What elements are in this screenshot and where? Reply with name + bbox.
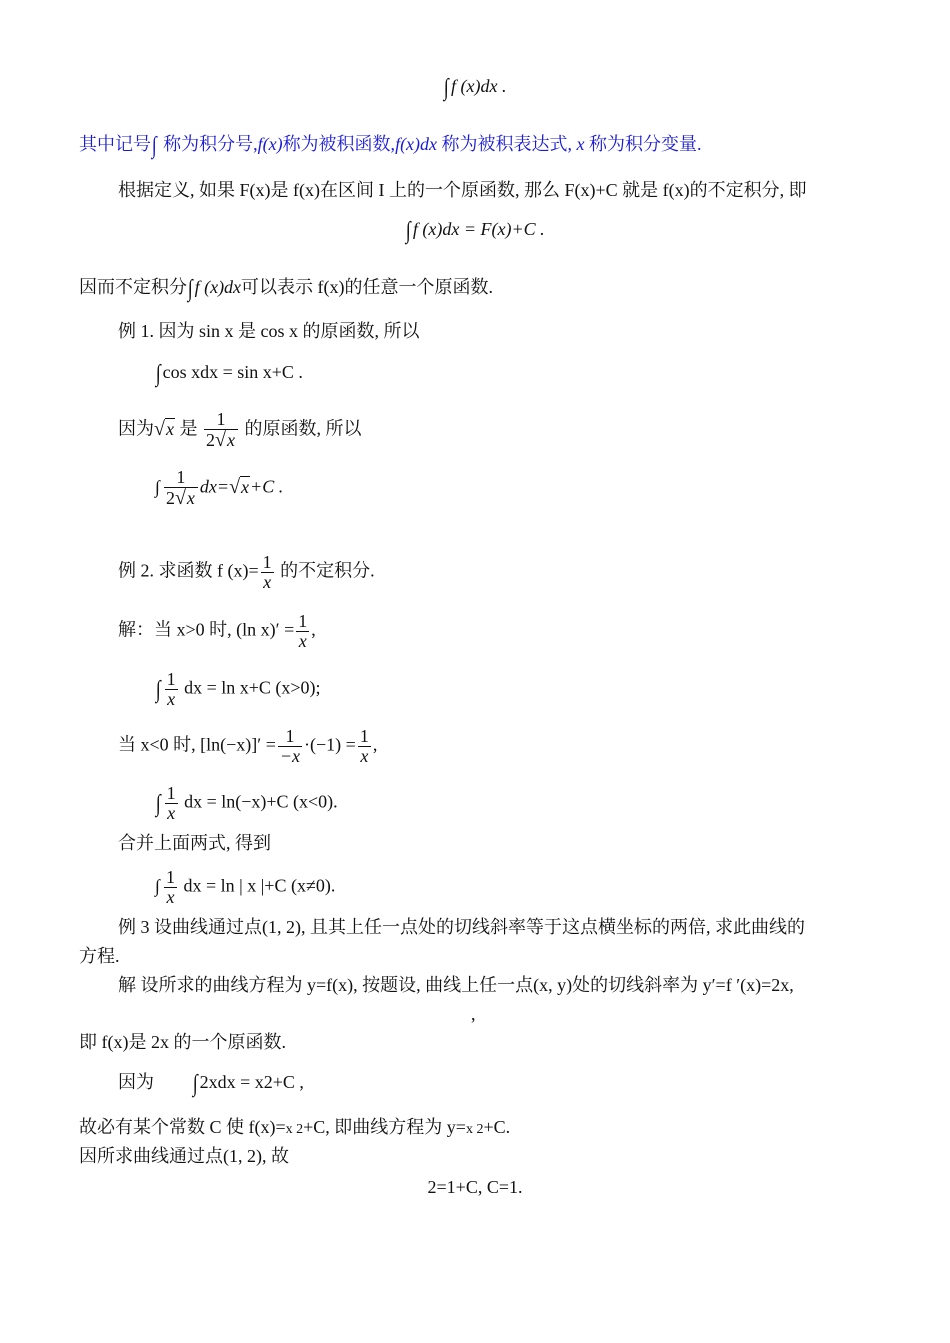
integral-sign: ∫	[187, 276, 193, 302]
solution-3-text: 解 设所求的曲线方程为 y=f(x), 按题设, 曲线上任一点(x, y)处的切线斜率为 y′=f ′(x)=2x,	[118, 975, 794, 995]
integral-sign: ∫	[444, 75, 450, 101]
constant-result: 2=1+C, C=1.	[427, 1177, 523, 1197]
sqrt-x: √x	[154, 417, 174, 440]
fraction-one-over-x: $\frac{1}{x}$	[166, 669, 176, 709]
fraction-one-over-x: $\frac{1}{x}$	[359, 726, 369, 766]
integral-sign: ∫	[155, 361, 161, 387]
formula-sqrt-integral: ∫ $\frac{1}{2√x}$ dx=√x+C .	[155, 467, 284, 509]
combine-text: 合并上面两式, 得到	[118, 833, 271, 853]
formula-ln-abs: ∫ $\frac{1}{x}$ dx = ln | x |+C (x≠0).	[155, 867, 336, 907]
example-1-heading: 例 1. 因为 sin x 是 cos x 的原函数, 所以	[118, 321, 420, 341]
example-2-heading: 例 2. 求函数 f (x)= $\frac{1}{x}$ 的不定积分.	[118, 552, 375, 592]
formula-ln-negative: ∫ $\frac{1}{x}$ dx = ln(−x)+C (x<0).	[155, 783, 338, 823]
definition-terms-line: 其中记号∫ 称为积分号,f(x)称为被积函数,f(x)dx 称为被积表达式, x 称为积分变量.	[79, 133, 702, 159]
integral-sign: ∫	[192, 1071, 198, 1097]
solution-case-positive: 解：当 x>0 时, (ln x)′ = $\frac{1}{x}$ ,	[118, 611, 316, 651]
formula-F-plus-C: ∫ f (x)dx = F(x)+C .	[406, 218, 545, 244]
stray-comma: ,	[471, 1004, 476, 1024]
integral-sign: ∫	[155, 676, 161, 703]
formula-ln-positive: ∫ $\frac{1}{x}$ dx = ln x+C (x>0);	[155, 669, 321, 709]
curve-equation-line: 故必有某个常数 C 使 f(x)=x 2+C, 即曲线方程为 y=x 2+C.	[79, 1117, 511, 1137]
formula-cos-integral: ∫ cos xdx = sin x+C .	[155, 361, 303, 387]
definition-paragraph: 根据定义, 如果 F(x)是 f(x)在区间 I 上的一个原函数, 那么 F(x)+C 就是 f(x)的不定积分, 即	[118, 180, 807, 200]
formula-indefinite-integral: ∫ f (x)dx .	[444, 75, 507, 101]
fraction-one-over-x: $\frac{1}{x}$	[166, 783, 176, 823]
sqrt-antiderivative-line: 因为√x 是 $\frac{1}{2√x}$ 的原函数, 所以	[118, 409, 362, 451]
integral-sign: ∫	[155, 790, 161, 817]
fraction-one-over-x: $\frac{1}{x}$	[298, 611, 308, 651]
integral-sign: ∫	[151, 133, 157, 159]
fraction-one-over-2sqrtx: $\frac{1}{2√x}$	[164, 468, 198, 509]
integral-sign: ∫	[406, 218, 412, 244]
fraction-one-over-x: $\frac{1}{x}$	[262, 552, 272, 592]
example-3-heading-cont: 方程.	[79, 946, 120, 966]
fraction-one-over-neg-x: $\frac{1}{-x}$	[279, 726, 301, 766]
fraction-one-over-2sqrtx: $\frac{1}{2√x}$	[204, 410, 238, 451]
integral-sign: ∫	[155, 875, 160, 896]
formula-2x-integral: 因为 ∫ 2xdx = x2+C ,	[118, 1071, 304, 1097]
antiderivative-statement: 即 f(x)是 2x 的一个原函数.	[79, 1032, 286, 1052]
integral-sign: ∫	[155, 476, 160, 497]
example-3-heading: 例 3 设曲线通过点(1, 2), 且其上任一点处的切线斜率等于这点横坐标的两倍, 求此曲线的	[118, 917, 805, 937]
through-point-line: 因所求曲线通过点(1, 2), 故	[79, 1146, 289, 1166]
sqrt-x: √x	[229, 475, 250, 498]
solution-case-negative: 当 x<0 时, [ln(−x)]′ = $\frac{1}{-x}$ ·(−1) = $\frac{1}{x}$ ,	[118, 726, 378, 766]
conclusion-line: 因而不定积分∫ f (x)dx可以表示 f(x)的任意一个原函数.	[79, 276, 494, 302]
fraction-one-over-x: $\frac{1}{x}$	[165, 867, 175, 907]
